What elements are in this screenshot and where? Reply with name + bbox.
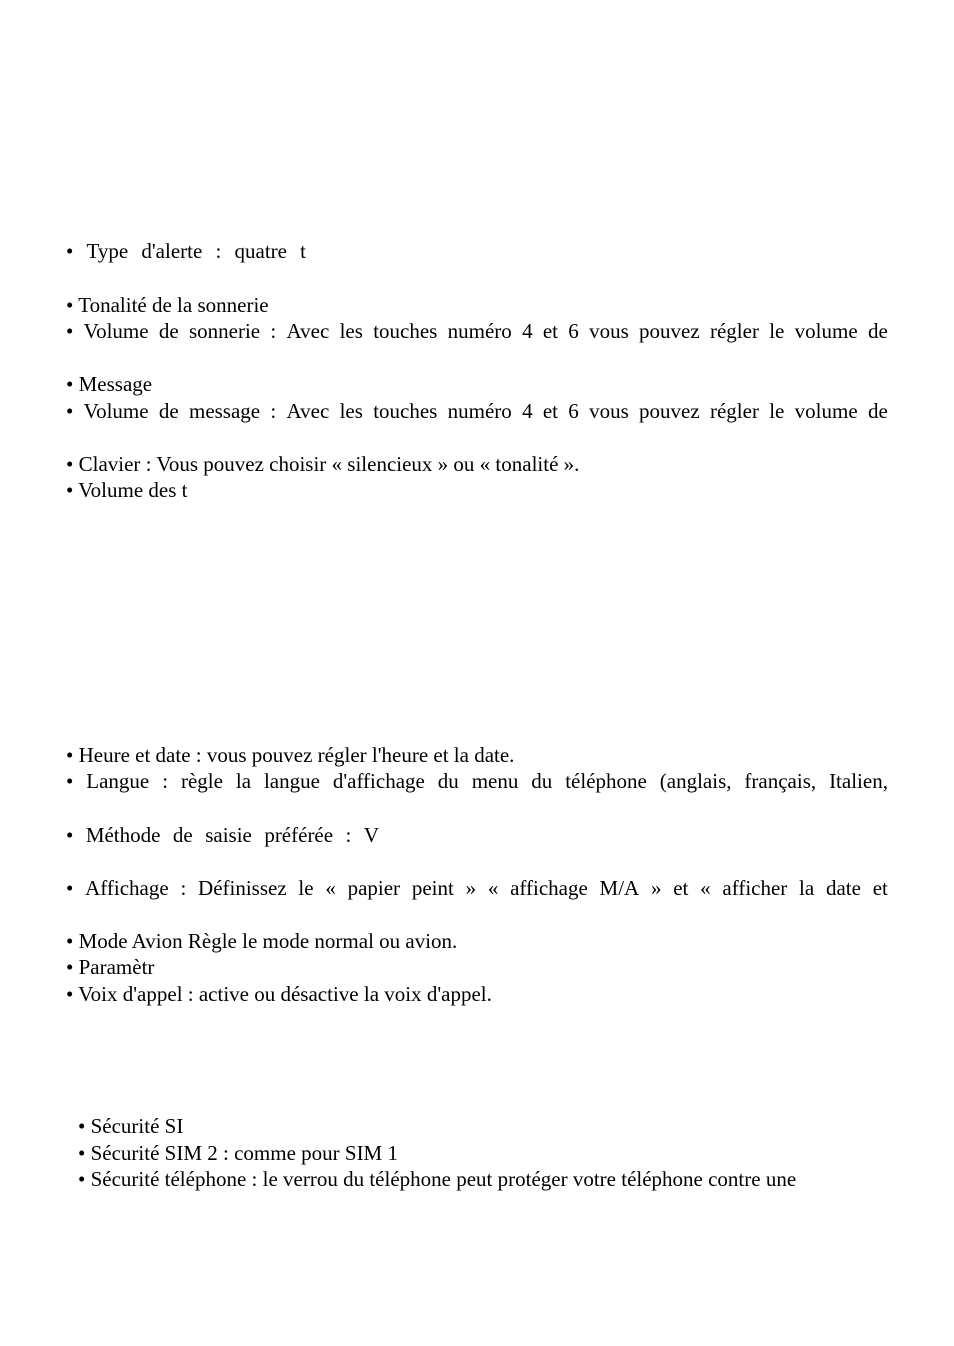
word: Type <box>86 239 129 263</box>
word: peint <box>411 876 454 900</box>
word: sonnerie <box>188 319 261 343</box>
word: touches <box>373 319 438 343</box>
key-volume-line: • Volume des t <box>66 478 188 502</box>
word: de <box>158 319 179 343</box>
word: : <box>162 769 169 793</box>
word: menu <box>471 769 519 793</box>
word: la <box>235 769 252 793</box>
word: les <box>339 319 363 343</box>
word: Avec <box>286 319 330 343</box>
word: régler <box>709 319 759 343</box>
word: d'affichage <box>332 769 425 793</box>
word: la <box>799 876 815 900</box>
word: les <box>339 399 363 423</box>
word: volume <box>794 399 858 423</box>
input-method-line <box>66 822 379 848</box>
language-line <box>66 768 888 794</box>
word: afficher <box>722 876 788 900</box>
word: : <box>215 239 222 263</box>
display-line <box>66 875 888 901</box>
ringtone-volume-line <box>66 318 888 344</box>
time-date-line: • Heure et date : vous pouvez régler l'heure et la date. <box>66 743 515 767</box>
word: papier <box>347 876 401 900</box>
word: d'alerte <box>141 239 203 263</box>
word: de <box>867 399 888 423</box>
word: de <box>158 399 179 423</box>
word: « <box>325 876 336 900</box>
word: (anglais, <box>659 769 732 793</box>
word: • <box>66 239 74 263</box>
word: • <box>66 769 74 793</box>
word: 6 <box>568 319 579 343</box>
word: Définissez <box>198 876 287 900</box>
word: numéro <box>447 399 512 423</box>
word: le <box>769 399 785 423</box>
word: : <box>270 399 277 423</box>
word: V <box>363 823 379 847</box>
word: t <box>300 239 306 263</box>
word: 6 <box>568 399 579 423</box>
word: et <box>542 399 558 423</box>
security-sim2-line: • Sécurité SIM 2 : comme pour SIM 1 <box>78 1141 398 1165</box>
call-voice-line: • Voix d'appel : active ou désactive la voix d'appel. <box>66 982 492 1006</box>
word: Italien, <box>829 769 888 793</box>
word: message <box>188 399 261 423</box>
word: • <box>66 823 74 847</box>
word: » <box>465 876 477 900</box>
word: : <box>270 319 277 343</box>
word: date <box>825 876 861 900</box>
word: pouvez <box>639 319 700 343</box>
word: Affichage <box>85 876 169 900</box>
word: M/A <box>599 876 640 900</box>
word: « <box>700 876 711 900</box>
word: de <box>172 823 193 847</box>
word: • <box>66 876 74 900</box>
ringtone-tone-line: • Tonalité de la sonnerie <box>66 293 269 317</box>
word: » <box>650 876 662 900</box>
airplane-mode-line: • Mode Avion Règle le mode normal ou avion. <box>66 929 458 953</box>
word: Méthode <box>85 823 161 847</box>
word: 4 <box>522 399 533 423</box>
word: touches <box>373 399 438 423</box>
word: et <box>673 876 689 900</box>
word: : <box>180 876 187 900</box>
word: « <box>487 876 499 900</box>
word: le <box>298 876 314 900</box>
word: français, <box>744 769 817 793</box>
word: • <box>66 399 74 423</box>
word: préférée <box>264 823 334 847</box>
message-line: • Message <box>66 372 153 396</box>
word: langue <box>263 769 320 793</box>
word: vous <box>589 399 629 423</box>
keypad-line: • Clavier : Vous pouvez choisir « silencieux » ou « tonalité ». <box>66 452 580 476</box>
security-sim1-line: • Sécurité SI <box>78 1114 184 1138</box>
word: téléphone <box>565 769 647 793</box>
word: volume <box>794 319 858 343</box>
word: règle <box>180 769 223 793</box>
message-volume-line <box>66 398 888 424</box>
word: numéro <box>447 319 512 343</box>
word: du <box>531 769 553 793</box>
security-phone-line: • Sécurité téléphone : le verrou du téléphone peut protéger votre téléphone contre une <box>78 1167 797 1191</box>
parameters-line: • Paramètr <box>66 955 155 979</box>
word: du <box>437 769 459 793</box>
word: et <box>542 319 558 343</box>
word: Volume <box>83 319 149 343</box>
word: de <box>867 319 888 343</box>
word: Langue <box>86 769 150 793</box>
word: Avec <box>286 399 330 423</box>
alert-type-line <box>66 238 306 264</box>
word: saisie <box>205 823 252 847</box>
word: • <box>66 319 74 343</box>
word: : <box>345 823 352 847</box>
word: 4 <box>522 319 533 343</box>
word: pouvez <box>639 399 700 423</box>
word: le <box>769 319 785 343</box>
word: Volume <box>83 399 149 423</box>
word: affichage <box>510 876 588 900</box>
word: et <box>872 876 888 900</box>
word: quatre <box>234 239 287 263</box>
word: vous <box>589 319 629 343</box>
word: régler <box>709 399 759 423</box>
